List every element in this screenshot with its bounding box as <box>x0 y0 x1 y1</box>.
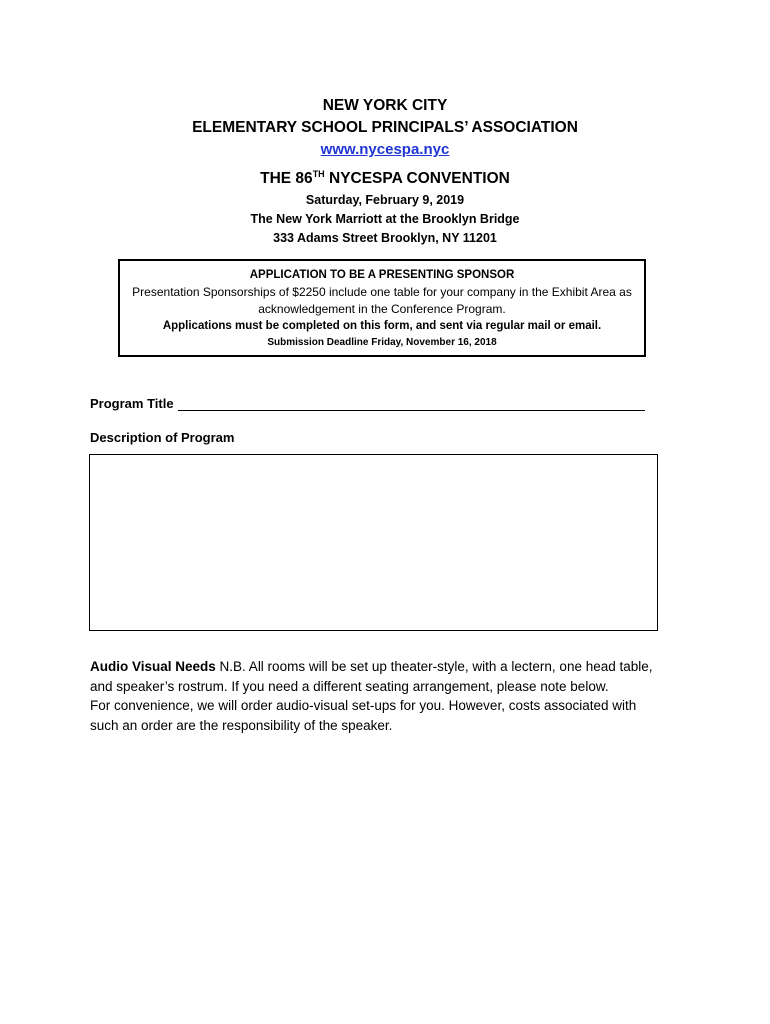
audio-visual-paragraph <box>90 657 680 735</box>
convention-title <box>0 162 770 191</box>
sponsor-info-box <box>118 259 646 357</box>
description-label: Description of Program <box>90 430 235 445</box>
convention-title-ordinal: TH <box>312 169 325 179</box>
sponsor-box-title: APPLICATION TO BE A PRESENTING SPONSOR <box>249 269 515 281</box>
audio-visual-line4: such an order are the responsibility of the speaker. <box>90 717 393 733</box>
audio-visual-line2: and speaker’s rostrum. If you need a different seating arrangement, please note below. <box>90 678 609 694</box>
event-address: 333 Adams Street Brooklyn, NY 11201 <box>273 231 497 245</box>
program-title-field[interactable] <box>178 395 645 411</box>
description-field[interactable] <box>89 454 658 631</box>
audio-visual-line1 <box>90 657 680 677</box>
website-link[interactable]: www.nycespa.nyc <box>320 141 450 158</box>
sponsor-box-rule: Applications must be completed on this form, and sent via regular mail or email. <box>162 320 602 332</box>
program-title-label: Program Title <box>90 396 174 411</box>
audio-visual-label: Audio Visual Needs <box>90 659 216 674</box>
sponsor-box-description: Presentation Sponsorships of $2250 include one table for your company in the Exhibit Area as acknowledgement in the Conference Program. <box>132 285 632 316</box>
org-name-line2: ELEMENTARY SCHOOL PRINCIPALS’ ASSOCIATION <box>192 119 578 136</box>
audio-visual-text1: N.B. All rooms will be set up theater-style, with a lectern, one head table, <box>215 659 653 674</box>
event-venue: The New York Marriott at the Brooklyn Bridge <box>250 212 520 226</box>
program-title-row <box>90 395 645 411</box>
convention-title-prefix: THE 86 <box>260 170 313 187</box>
convention-title-suffix: NYCESPA CONVENTION <box>324 170 510 187</box>
sponsor-box-deadline: Submission Deadline Friday, November 16, 2018 <box>267 337 497 348</box>
audio-visual-line3: For convenience, we will order audio-visual set-ups for you. However, costs associated with <box>90 698 637 713</box>
org-name-line1: NEW YORK CITY <box>322 97 448 114</box>
event-date: Saturday, February 9, 2019 <box>305 193 465 207</box>
document-header <box>0 95 770 248</box>
